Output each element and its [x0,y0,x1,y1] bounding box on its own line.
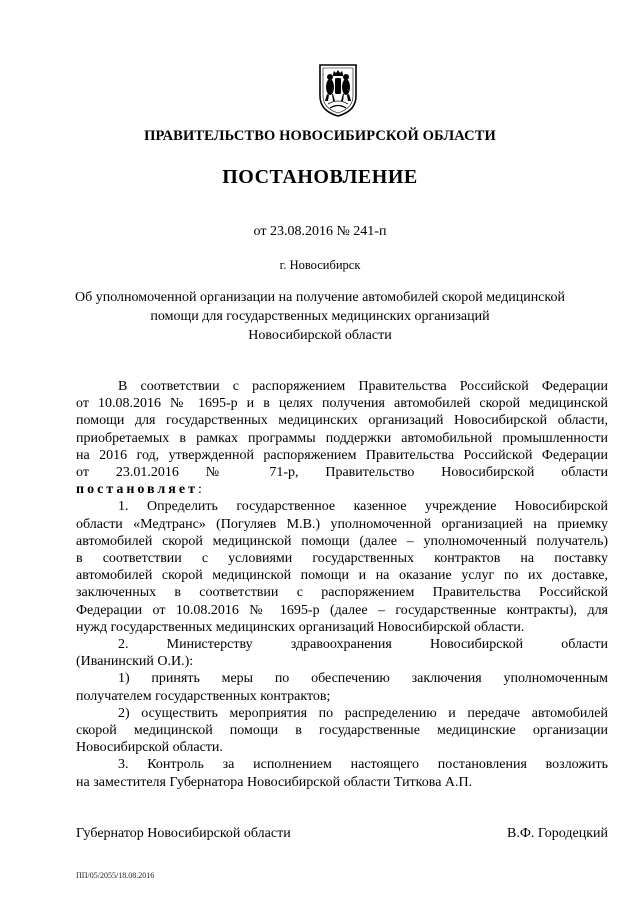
document-type: ПОСТАНОВЛЕНИЕ [222,166,418,188]
body-line: 3. Контроль за исполнением настоящего постановления возложить [118,757,608,773]
body-line: заключенных в соответствии с распоряжением Правительства Российской [76,585,608,601]
body-line: приобретаемых в рамках программы поддержки автомобильной промышленности [76,430,608,446]
signature-position: Губернатор Новосибирской области [76,826,291,841]
body-line: от 10.08.2016 № 1695-р и в целях получения автомобилей скорой медицинской [76,396,608,412]
body-line: В соответствии с распоряжением Правительства Российской Федерации [118,379,608,394]
title-line: Новосибирской области [248,328,392,343]
body-line: 2. Министерству здравоохранения Новосибирской области [118,637,608,653]
body-line: автомобилей скорой медицинской помощи и на оказание услуг по их доставке, [76,568,608,584]
body-line: скорой медицинской помощи в государственные медицинские организации [76,723,608,739]
body-line: от 23.01.2016 № 71-р, Правительство Новосибирской области [76,465,608,481]
date-number: от 23.08.2016 № 241-п [253,224,387,239]
footer-code: ПП/05/2055/18.08.2016 [76,871,155,880]
body-line: 1. Определить государственное казенное учреждение Новосибирской [118,499,608,515]
document-title [60,288,580,345]
body-line: области «Медтранс» (Погуляев М.В.) уполномоченной организацией на приемку [76,516,608,532]
body-line: Федерации от 10.08.2016 № 1695-р (далее – государственные контракты), для [76,602,608,618]
body-line: на заместителя Губернатора Новосибирской области Титкова А.П. [76,774,473,790]
body-line: 2) осуществить мероприятия по распределению и передаче автомобилей [118,705,608,721]
document-body [76,378,608,791]
body-line: получателем государственных контрактов; [76,688,331,704]
organization-name: ПРАВИТЕЛЬСТВО НОВОСИБИРСКОЙ ОБЛАСТИ [144,128,496,144]
body-line: (Иванинский О.И.): [76,654,194,670]
title-line: Об уполномоченной организации на получение автомобилей скорой медицинской [75,290,565,305]
novosibirsk-coat-of-arms-icon [316,62,360,118]
body-line: Новосибирской области. [76,740,223,756]
body-line: в соответствии с условиями государственных контрактов на поставку [76,551,608,567]
decree-line [76,481,608,498]
body-line: 1) принять меры по обеспечению заключения уполномоченным [118,671,608,687]
signature-name: В.Ф. Городецкий [507,826,608,841]
decree-word: постановляет [76,482,198,498]
body-line: автомобилей скорой медицинской помощи (далее – уполномоченный получатель) [76,533,608,549]
body-line: помощи для государственных медицинских организаций Новосибирской области, [76,413,608,429]
title-line: помощи для государственных медицинских организаций [150,309,490,324]
body-line: нужд государственных медицинских организаций Новосибирской области. [76,619,525,635]
decree-suffix: : [197,482,202,498]
body-line: на 2016 год, утвержденной распоряжением Правительства Российской Федерации [76,447,608,463]
city: г. Новосибирск [279,258,361,272]
